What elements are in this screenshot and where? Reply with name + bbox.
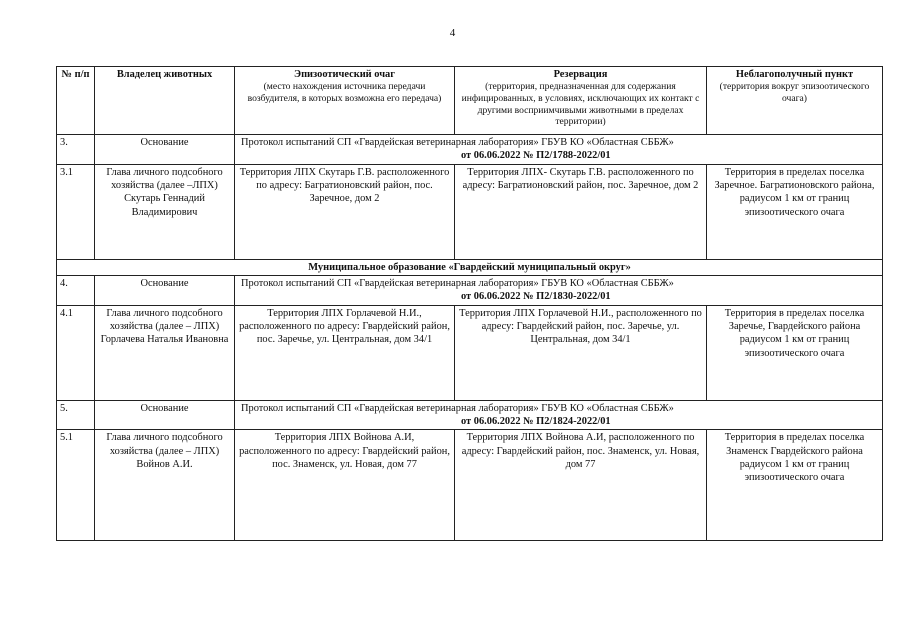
header-owner: Владелец животных [95,67,235,135]
basis-row-3 [57,135,883,165]
epizootic-table [56,66,883,541]
focus-cell: Территория ЛПХ Горлачевой Н.И., расположенного по адресу: Гвардейский район, пос. Заречье, ул. Центральная, дом 34/1 [235,305,455,400]
header-focus-title: Эпизоотический очаг [294,69,395,80]
basis-num: 5. [57,400,95,430]
owner-cell: Глава личного подсобного хозяйства (далее – ЛПХ) Войнов А.И. [95,430,235,541]
unfavorable-cell: Территория в пределах поселка Заречное. Багратионовского района, радиусом 1 км от границ эпизоотического очага [707,164,883,259]
row-num: 3.1 [57,164,95,259]
header-unfavorable-sub: (территория вокруг эпизоотического очага) [719,81,870,105]
basis-num: 4. [57,275,95,305]
table-header-row [57,67,883,135]
municipality-title: Муниципальное образование «Гвардейский муниципальный округ» [57,259,883,275]
unfavorable-cell: Территория в пределах поселка Знаменск Гвардейского района радиусом 1 км от границ эпизоотического очага [707,430,883,541]
header-num: № п/п [57,67,95,135]
basis-label: Основание [95,275,235,305]
basis-label: Основание [95,135,235,165]
header-reservation [455,67,707,135]
row-num: 5.1 [57,430,95,541]
header-reservation-sub: (территория, предназначенная для содержания инфицированных, в условиях, исключающих их контакт с другими восприимчивыми животными в пределах территории) [461,81,700,128]
municipality-row [57,259,883,275]
basis-row-4 [57,275,883,305]
protocol-number: от 06.06.2022 № П2/1788-2022/01 [461,150,611,162]
protocol-number: от 06.06.2022 № П2/1824-2022/01 [461,415,611,427]
header-unfavorable-title: Неблагополучный пункт [735,69,854,80]
protocol-text: Протокол испытаний СП «Гвардейская ветеринарная лаборатория» ГБУВ КО «Областная СББЖ» [241,402,674,414]
protocol-number: от 06.06.2022 № П2/1830-2022/01 [461,291,611,303]
protocol-cell [235,400,883,430]
basis-num: 3. [57,135,95,165]
protocol-text: Протокол испытаний СП «Гвардейская ветеринарная лаборатория» ГБУВ КО «Областная СББЖ» [241,137,674,148]
page-number: 4 [449,27,456,39]
header-focus-sub: (место нахождения источника передачи возбудителя, в которых возможна его передача) [247,81,442,105]
table-row-5-1 [57,430,883,541]
basis-row-5 [57,400,883,430]
header-reservation-title: Резервация [553,69,608,80]
table-row-3-1 [57,164,883,259]
row-num: 4.1 [57,305,95,400]
unfavorable-cell: Территория в пределах поселка Заречье, Гвардейского района радиусом 1 км от границ эпизоотического очага [707,305,883,400]
focus-cell: Территория ЛПХ Скутарь Г.В. расположенного по адресу: Багратионовский район, пос. Заречное, дом 2 [235,164,455,259]
owner-cell: Глава личного подсобного хозяйства (далее – ЛПХ) Горлачева Наталья Ивановна [95,305,235,400]
protocol-cell [235,275,883,305]
protocol-cell [235,135,883,165]
header-focus [235,67,455,135]
protocol-text: Протокол испытаний СП «Гвардейская ветеринарная лаборатория» ГБУВ КО «Областная СББЖ» [241,277,674,289]
table-row-4-1 [57,305,883,400]
reservation-cell: Территория ЛПХ- Скутарь Г.В. расположенного по адресу: Багратионовский район, пос. Заречное, дом 2 [455,164,707,259]
focus-cell: Территория ЛПХ Войнова А.И, расположенного по адресу: Гвардейский район, пос. Знаменск, ул. Новая, дом 77 [235,430,455,541]
reservation-cell: Территория ЛПХ Горлачевой Н.И., расположенного по адресу: Гвардейский район, пос. Заречье, ул. Центральная, дом 34/1 [455,305,707,400]
basis-label: Основание [95,400,235,430]
owner-cell: Глава личного подсобного хозяйства (далее –ЛПХ) Скутарь Геннадий Владимирович [95,164,235,259]
header-unfavorable [707,67,883,135]
reservation-cell: Территория ЛПХ Войнова А.И, расположенного по адресу: Гвардейский район, пос. Знаменск, ул. Новая, дом 77 [455,430,707,541]
